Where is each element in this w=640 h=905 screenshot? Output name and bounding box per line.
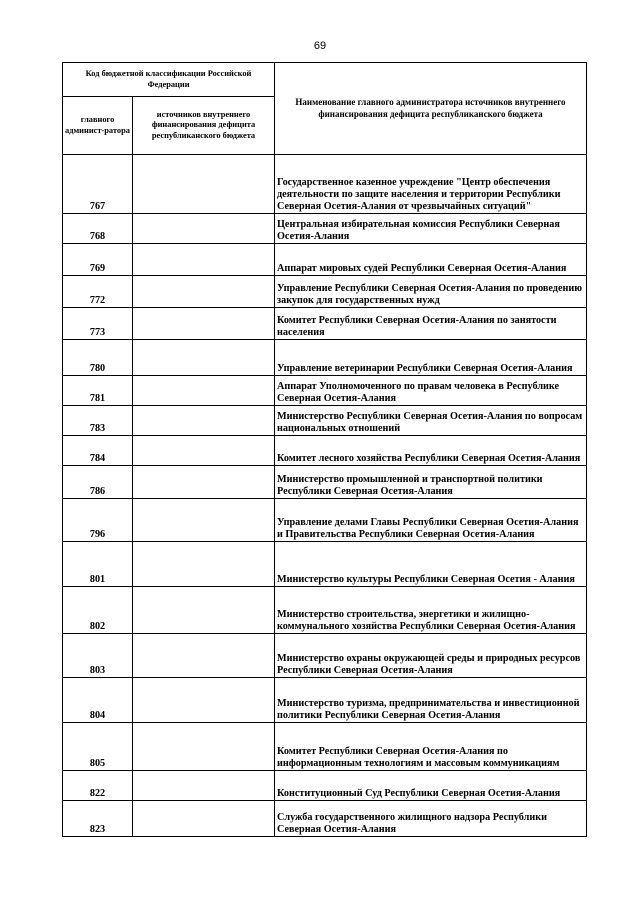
header-budget-code-group: Код бюджетной классификации Российской Федерации	[63, 63, 275, 97]
administrator-code: 768	[63, 214, 133, 244]
financing-source-code	[133, 436, 275, 466]
administrator-name: Министерство охраны окружающей среды и природных ресурсов Республики Северная Осетия-Алания	[275, 634, 587, 678]
financing-source-code	[133, 155, 275, 214]
administrator-name: Министерство туризма, предпринимательства и инвестиционной политики Республики Северная Осетия-Алания	[275, 678, 587, 723]
header-main-administrator: главного админист-ратора	[63, 97, 133, 155]
financing-source-code	[133, 276, 275, 308]
financing-source-code	[133, 406, 275, 436]
administrator-name: Министерство культуры Республики Северная Осетия - Алания	[275, 542, 587, 587]
administrator-code: 773	[63, 308, 133, 340]
administrator-name: Управление ветеринарии Республики Северная Осетия-Алания	[275, 340, 587, 376]
administrator-code: 767	[63, 155, 133, 214]
table-row	[63, 244, 587, 276]
table-row	[63, 634, 587, 678]
financing-source-code	[133, 244, 275, 276]
administrator-name: Управление Республики Северная Осетия-Алания по проведению закупок для государственных нужд	[275, 276, 587, 308]
administrator-code: 769	[63, 244, 133, 276]
budget-classification-table	[62, 62, 587, 837]
financing-source-code	[133, 499, 275, 542]
administrator-code: 801	[63, 542, 133, 587]
financing-source-code	[133, 771, 275, 801]
table-row	[63, 276, 587, 308]
administrator-name: Министерство Республики Северная Осетия-Алания по вопросам национальных отношений	[275, 406, 587, 436]
administrator-code: 803	[63, 634, 133, 678]
administrator-name: Комитет лесного хозяйства Республики Северная Осетия-Алания	[275, 436, 587, 466]
administrator-code: 823	[63, 801, 133, 837]
financing-source-code	[133, 308, 275, 340]
financing-source-code	[133, 214, 275, 244]
administrator-name: Аппарат мировых судей Республики Северная Осетия-Алания	[275, 244, 587, 276]
header-administrator-name: Наименование главного администратора источников внутреннего финансирования дефицита республиканского бюджета	[275, 63, 587, 155]
financing-source-code	[133, 587, 275, 634]
financing-source-code	[133, 376, 275, 406]
administrator-name: Конституционный Суд Республики Северная Осетия-Алания	[275, 771, 587, 801]
administrator-code: 781	[63, 376, 133, 406]
financing-source-code	[133, 634, 275, 678]
administrator-name: Государственное казенное учреждение "Центр обеспечения деятельности по защите населения и территории Республики Северная Осетия-Алания от чрезвычайных ситуаций"	[275, 155, 587, 214]
administrator-name: Комитет Республики Северная Осетия-Алания по занятости населения	[275, 308, 587, 340]
administrator-code: 822	[63, 771, 133, 801]
administrator-name: Служба государственного жилищного надзора Республики Северная Осетия-Алания	[275, 801, 587, 837]
table-row	[63, 340, 587, 376]
table-row	[63, 723, 587, 771]
administrator-code: 786	[63, 466, 133, 499]
page-number: 69	[313, 40, 327, 52]
table-row	[63, 542, 587, 587]
table-row	[63, 678, 587, 723]
table-row	[63, 155, 587, 214]
administrator-name: Министерство строительства, энергетики и жилищно-коммунального хозяйства Республики Северная Осетия-Алания	[275, 587, 587, 634]
administrator-name: Центральная избирательная комиссия Республики Северная Осетия-Алания	[275, 214, 587, 244]
administrator-name: Министерство промышленной и транспортной политики Республики Северная Осетия-Алания	[275, 466, 587, 499]
administrator-code: 780	[63, 340, 133, 376]
financing-source-code	[133, 723, 275, 771]
administrator-name: Управление делами Главы Республики Северная Осетия-Алания и Правительства Республики Северная Осетия-Алания	[275, 499, 587, 542]
financing-source-code	[133, 340, 275, 376]
table-row	[63, 376, 587, 406]
table-row	[63, 308, 587, 340]
administrator-code: 772	[63, 276, 133, 308]
table-row	[63, 587, 587, 634]
financing-source-code	[133, 466, 275, 499]
administrator-name: Комитет Республики Северная Осетия-Алания по информационным технологиям и массовым коммуникациям	[275, 723, 587, 771]
table-row	[63, 406, 587, 436]
table-row	[63, 214, 587, 244]
administrator-code: 802	[63, 587, 133, 634]
table-row	[63, 436, 587, 466]
administrator-code: 783	[63, 406, 133, 436]
table-row	[63, 499, 587, 542]
administrator-name: Аппарат Уполномоченного по правам человека в Республике Северная Осетия-Алания	[275, 376, 587, 406]
table-row	[63, 466, 587, 499]
administrator-code: 805	[63, 723, 133, 771]
table-row	[63, 771, 587, 801]
financing-source-code	[133, 801, 275, 837]
administrator-code: 796	[63, 499, 133, 542]
financing-source-code	[133, 678, 275, 723]
administrator-code: 784	[63, 436, 133, 466]
table-body	[63, 155, 587, 837]
financing-source-code	[133, 542, 275, 587]
header-financing-source: источников внутреннего финансирования дефицита республиканского бюджета	[133, 97, 275, 155]
table-row	[63, 801, 587, 837]
administrator-code: 804	[63, 678, 133, 723]
